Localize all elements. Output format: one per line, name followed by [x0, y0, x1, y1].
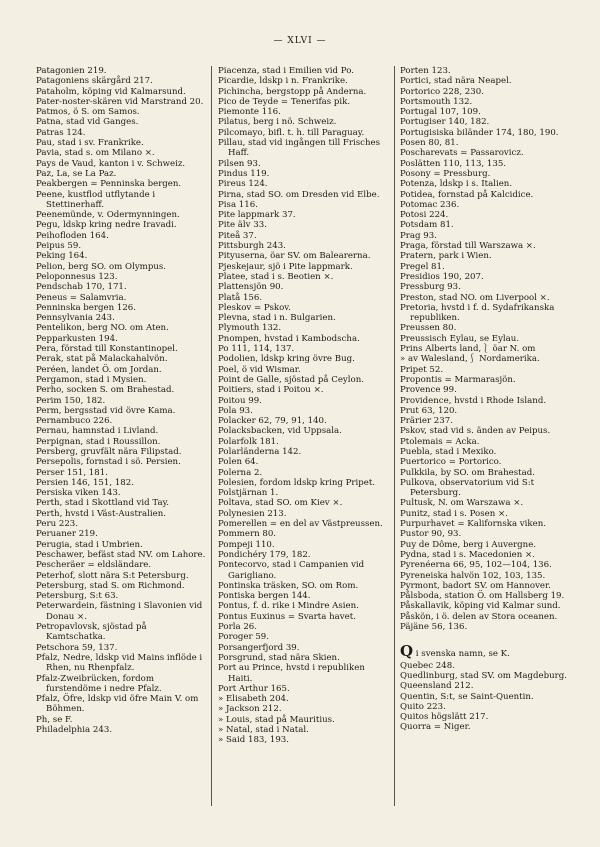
index-entry: Persien 146, 151, 182.	[36, 477, 134, 488]
index-entry: Pustor 90, 93.	[400, 529, 462, 540]
index-entry: Perth, stad i Skottland vid Tay.	[36, 498, 170, 509]
index-entry: Porten 123.	[400, 66, 451, 76]
index-entry: Persberg, gruvfält nära Filipstad.	[36, 446, 182, 457]
index-entry: Plevna, stad i n. Bulgarien.	[218, 313, 336, 324]
index-entry: Pontiska bergen 144.	[218, 591, 311, 602]
index-entry: Piteå 37.	[218, 230, 257, 241]
index-entry: Quitos högslätt 217.	[400, 712, 489, 723]
index-entry: Pendschab 170, 171.	[36, 282, 127, 293]
index-entry: Pontinska träsken, SO. om Rom.	[218, 580, 359, 591]
index-entry: Portugiser 140, 182.	[400, 117, 490, 128]
index-entry: Polstjärnan 1.	[218, 488, 279, 499]
index-entry: Potomac 236.	[400, 199, 460, 210]
index-entry: Polacksbacken, vid Uppsala.	[218, 426, 342, 437]
index-entry: Pavia, stad s. om Milano ×.	[36, 148, 155, 159]
index-entry: Poroger 59.	[218, 632, 269, 643]
index-entry: Patmos, ö S. om Samos.	[36, 107, 140, 118]
index-entry: Preussisch Eylau, se Eylau.	[400, 333, 520, 344]
index-entry: Peterwardein, fästning i Slavonien vid Donau ×.	[36, 601, 203, 622]
index-entry: Perm, bergsstad vid övre Kama.	[36, 405, 176, 416]
index-entry: Pichincha, bergstopp på Anderna.	[218, 86, 367, 97]
index-entry: Polarländerna 142.	[218, 446, 302, 457]
index-entry: Pennsylvania 243.	[36, 313, 115, 324]
index-entry: Porla 26.	[218, 622, 257, 633]
index-entry: Queensland 212.	[400, 681, 474, 692]
index-entry: Picardie, ldskp i n. Frankrike.	[218, 76, 348, 87]
index-entry: Perser 151, 181.	[36, 467, 108, 478]
index-entry: Peneus = Salamvria.	[36, 292, 127, 303]
index-entry: Pydna, stad i s. Macedonien ×.	[400, 549, 535, 560]
index-entry: Pontus, f. d. rike i Mindre Asien.	[218, 601, 359, 612]
index-entry: Petersburg, S:t 63.	[36, 591, 119, 602]
index-entry: Poscharevats = Passarovicz.	[400, 148, 524, 159]
index-entry: Peterhof, slott nära S:t Petersburg.	[36, 570, 189, 581]
index-entry: Patras 124.	[36, 127, 86, 138]
index-entry: Pirna, stad SO. om Dresden vid Elbe.	[218, 189, 380, 200]
index-entry: Petersburg, stad S. om Richmond.	[36, 580, 185, 591]
index-column-1	[36, 66, 206, 735]
index-entry: Peru 223.	[36, 519, 78, 530]
index-entry: Platå 156.	[218, 292, 263, 303]
index-entry: Pepparkusten 194.	[36, 333, 118, 344]
index-entry: Philadelphia 243.	[36, 725, 113, 735]
index-entry: Plattensjön 90.	[218, 282, 284, 293]
index-entry: Praga, förstad till Warszawa ×.	[400, 241, 536, 252]
index-entry: » Louis, stad på Mauritius.	[218, 714, 335, 725]
index-entry: Prins Alberts land,⎱ öar N. om	[400, 344, 536, 355]
index-entry: Perho, socken S. om Brahestad.	[36, 385, 175, 396]
index-entry: Piemonte 116.	[218, 107, 281, 118]
index-entry: Polarfolk 181.	[218, 436, 279, 447]
index-entry: Perak, stat på Malackahalvön.	[36, 354, 168, 365]
index-entry: Peipus 59.	[36, 241, 82, 252]
index-entry: Port Arthur 165.	[218, 683, 290, 694]
index-entry: Patagoniens skärgård 217.	[36, 76, 153, 87]
index-entry: Pittsburgh 243.	[218, 241, 286, 252]
index-entry: Porsgrund, stad nära Skien.	[218, 652, 340, 663]
index-entry: Patna, stad vid Ganges.	[36, 117, 139, 128]
index-entry: Peihofloden 164.	[36, 230, 109, 241]
index-entry: Pompeji 110.	[218, 539, 275, 550]
index-entry: Poslätten 110, 113, 135.	[400, 158, 507, 169]
index-entry: Preston, stad NO. om Liverpool ×.	[400, 292, 550, 303]
index-entry: Poltava, stad SO. om Kiev ×.	[218, 498, 343, 509]
index-entry: Pressburg 93.	[400, 282, 461, 293]
index-entry: Peakbergen = Penninska bergen.	[36, 179, 182, 190]
index-entry: Pau, stad i sv. Frankrike.	[36, 138, 144, 149]
index-entry: Port au Prince, hvstd i republiken Haiti.	[218, 663, 365, 684]
index-entry: Pnompen, hvstad i Kambodscha.	[218, 333, 360, 344]
index-entry: Peloponnesus 123.	[36, 271, 118, 282]
section-letter: Q	[400, 642, 414, 661]
column-divider	[211, 66, 212, 806]
index-entry: Puertorico = Portorico.	[400, 457, 502, 468]
index-entry: Perim 150, 182.	[36, 395, 106, 406]
index-entry: Peking 164.	[36, 251, 88, 262]
index-entry: Posony = Pressburg.	[400, 168, 491, 179]
index-entry: Påskallavik, köping vid Kalmar sund.	[400, 601, 561, 612]
index-entry: Pescheräer = eldsländare.	[36, 560, 152, 571]
index-entry: Pico de Teyde = Tenerifas pik.	[218, 96, 351, 107]
index-entry: Propontis = Marmarasjön.	[400, 374, 516, 385]
index-entry: Pegu, ldskp kring nedre Iravadi.	[36, 220, 177, 231]
index-entry: Portugal 107, 109.	[400, 107, 481, 118]
index-entry: Pillau, stad vid ingången till Frisches Haff.	[218, 138, 381, 159]
index-entry: Polacker 62, 79, 91, 140.	[218, 416, 327, 427]
index-entry: Portorico 228, 230.	[400, 86, 484, 97]
index-entry: Pentelikon, berg NO. om Aten.	[36, 323, 169, 334]
index-entry: Peenemünde, v. Odermynningen.	[36, 210, 180, 221]
index-entry: Pålsboda, station Ö. om Hallsberg 19.	[400, 591, 565, 602]
index-entry: Puebla, stad i Mexiko.	[400, 446, 497, 457]
index-entry: Persiska viken 143.	[36, 488, 121, 499]
index-entry: Pomerellen = en del av Västpreussen.	[218, 519, 383, 530]
index-entry: Poel, ö vid Wismar.	[218, 364, 301, 375]
index-entry: Piacenza, stad i Emilien vid Po.	[218, 66, 354, 76]
index-entry: Polerna 2.	[218, 467, 263, 478]
index-entry: Polesien, fordom ldskp kring Pripet.	[218, 477, 376, 488]
index-entry: Purpurhavet = Kalifornska viken.	[400, 519, 546, 530]
index-entry: Prärier 237.	[400, 416, 453, 427]
index-entry: Pityuserna, öar SV. om Balearerna.	[218, 251, 371, 262]
index-entry: » Natal, stad i Natal.	[218, 725, 309, 735]
index-entry: Prag 93.	[400, 230, 437, 241]
index-entry: Pelion, berg SO. om Olympus.	[36, 261, 167, 272]
index-entry: Presidios 190, 207.	[400, 271, 484, 282]
index-entry: Pireus 124.	[218, 179, 268, 190]
index-entry: Quedlinburg, stad SV. om Magdeburg.	[400, 670, 568, 681]
index-entry: Poitiers, stad i Poitou ×.	[218, 385, 324, 396]
index-entry: Petschora 59, 137.	[36, 642, 118, 653]
index-entry: Pulkova, observatorium vid S:t Petersburg.	[400, 477, 535, 499]
index-entry: Pergamon, stad i Mysien.	[36, 374, 147, 385]
index-entry: Point de Galle, sjöstad på Ceylon.	[218, 374, 364, 385]
index-entry: Providence, hvstd i Rhode Island.	[400, 395, 547, 406]
index-entry: Pyrmont, badort SV. om Hannover.	[400, 580, 551, 591]
index-entry: Poitou 99.	[218, 395, 262, 406]
index-column-2	[218, 66, 388, 746]
index-entry: Polynesien 213.	[218, 508, 287, 519]
index-entry: Pultusk, N. om Warszawa ×.	[400, 498, 524, 509]
index-entry: Pater-noster-skären vid Marstrand 20.	[36, 96, 204, 107]
index-entry: Peene, kustflod utflytande i Stettinerhaff.	[36, 189, 156, 210]
index-entry: Podolien, ldskp kring övre Bug.	[218, 354, 355, 365]
index-entry: Portugisiska biländer 174, 180, 190.	[400, 127, 559, 138]
index-entry: Preussen 80.	[400, 323, 457, 334]
index-entry: Pontus Euxinus = Svarta havet.	[218, 611, 356, 622]
index-column-3	[400, 66, 576, 733]
index-entry: Patagonien 219.	[36, 66, 107, 76]
index-entry: Portici, stad nära Neapel.	[400, 76, 512, 87]
index-entry: » Said 183, 193.	[218, 735, 289, 746]
index-entry: Pilsen 93.	[218, 158, 261, 169]
index-entry: Quito 223.	[400, 701, 446, 712]
index-entry: Pontecorvo, stad i Campanien vid Garigliano.	[218, 560, 365, 581]
index-entry: Påskön, i ö. delen av Stora oceanen.	[400, 611, 558, 622]
index-entry: Quentin, S:t, se Saint-Quentin.	[400, 691, 534, 702]
index-entry: Pataholm, köping vid Kalmarsund.	[36, 86, 186, 97]
index-entry: Peréen, landet Ö. om Jordan.	[36, 364, 162, 375]
page-number: — XLVI —	[273, 36, 327, 46]
index-entry: Persepolis, fornstad i sö. Persien.	[36, 457, 181, 468]
index-entry: Potenza, ldskp i s. Italien.	[400, 179, 513, 190]
index-entry: Pulkkila, by SO. om Brahestad.	[400, 467, 535, 478]
index-entry: Ptolemais = Acka.	[400, 436, 480, 447]
index-entry: Pindus 119.	[218, 168, 270, 179]
index-entry: Pratern, park i Wien.	[400, 251, 492, 262]
index-entry: Päjäne 56, 136.	[400, 622, 468, 633]
index-entry: Portsmouth 132.	[400, 96, 473, 107]
index-entry: Pernambuco 226.	[36, 416, 113, 427]
index-entry: Pola 93.	[218, 405, 253, 416]
index-entry: Ph, se F.	[36, 714, 73, 725]
index-entry: Pilcomayo, bifl. t. h. till Paraguay.	[218, 127, 365, 138]
index-entry: Pera, förstad till Konstantinopel.	[36, 344, 178, 355]
index-entry: Puy de Dôme, berg i Auvergne.	[400, 539, 537, 550]
index-entry: Pilatus, berg i nö. Schweiz.	[218, 117, 337, 128]
index-entry: » Elisabeth 204.	[218, 694, 289, 705]
index-entry: Pyrenéerna 66, 95, 102—104, 136.	[400, 560, 552, 571]
index-entry: Pisa 116.	[218, 199, 258, 210]
index-entry: Provence 99.	[400, 385, 457, 396]
index-entry: Punitz, stad i s. Posen ×.	[400, 508, 508, 519]
index-entry: Pernau, hamnstad i Livland.	[36, 426, 159, 437]
index-entry: Prut 63, 120.	[400, 405, 458, 416]
index-entry: » av Walesland,⎰ Nordamerika.	[400, 354, 540, 365]
index-entry: Potosi 224.	[400, 210, 449, 221]
index-entry: Pfalz, Öfre, ldskp vid öfre Main V. om Böhmen.	[36, 694, 199, 715]
column-divider	[394, 66, 395, 806]
index-entry: Peruaner 219.	[36, 529, 98, 540]
index-entry: Platee, stad i s. Beotien ×.	[218, 271, 334, 282]
section-heading-text: i svenska namn, se K.	[413, 649, 510, 660]
index-entry: Pjeskejaur, sjö i Pite lappmark.	[218, 261, 353, 272]
index-entry: Petropavlovsk, sjöstad på Kamtschatka.	[36, 622, 147, 643]
index-entry: Plymouth 132.	[218, 323, 282, 334]
index-entry: Penninska bergen 126.	[36, 302, 136, 313]
index-entry: Pleskov = Pskov.	[218, 302, 291, 313]
index-entry: Peschawer, befäst stad NV. om Lahore.	[36, 549, 206, 560]
index-entry: Potidea, fornstad på Kalcidice.	[400, 189, 534, 200]
index-entry: Pfalz, Nedre, ldskp vid Mains inflöde i Rhen, nu Rhenpfalz.	[36, 652, 203, 674]
index-entry: Perth, hvstd i Väst-Australien.	[36, 508, 167, 519]
index-entry: Pite lappmark 37.	[218, 210, 296, 221]
index-entry: Quebec 248.	[400, 660, 455, 671]
index-entry: Potsdam 81.	[400, 220, 454, 231]
index-entry: Pondichéry 179, 182.	[218, 549, 311, 560]
index-entry: Pretoria, hvstd i f. d. Sydafrikanska republiken.	[400, 302, 555, 324]
index-entry: Pite älv 33.	[218, 220, 267, 231]
index-entry: Polen 64.	[218, 457, 259, 468]
index-entry: Pripet 52.	[400, 364, 444, 375]
index-entry: Pfalz-Zweibrücken, fordom furstendöme i nedre Pfalz.	[36, 673, 162, 694]
index-entry: Posen 80, 81.	[400, 138, 459, 149]
index-entry: Pyreneiska halvön 102, 103, 135.	[400, 570, 546, 581]
index-entry: Porsangerfjord 39.	[218, 642, 300, 653]
index-entry: Quorra = Niger.	[400, 722, 471, 733]
index-entry: Perugia, stad i Umbrien.	[36, 539, 143, 550]
index-entry: Po 111, 114, 137.	[218, 344, 295, 355]
index-entry: Perpignan, stad i Roussillon.	[36, 436, 161, 447]
index-entry: Pregel 81.	[400, 261, 445, 272]
index-entry: » Jackson 212.	[218, 704, 282, 715]
index-entry: Pommern 80.	[218, 529, 277, 540]
section-heading-q	[400, 642, 576, 661]
index-entry: Paz, La, se La Paz.	[36, 168, 117, 179]
index-entry: Pskov, stad vid s. änden av Peipus.	[400, 426, 551, 437]
index-entry: Pays de Vaud, kanton i v. Schweiz.	[36, 158, 186, 169]
